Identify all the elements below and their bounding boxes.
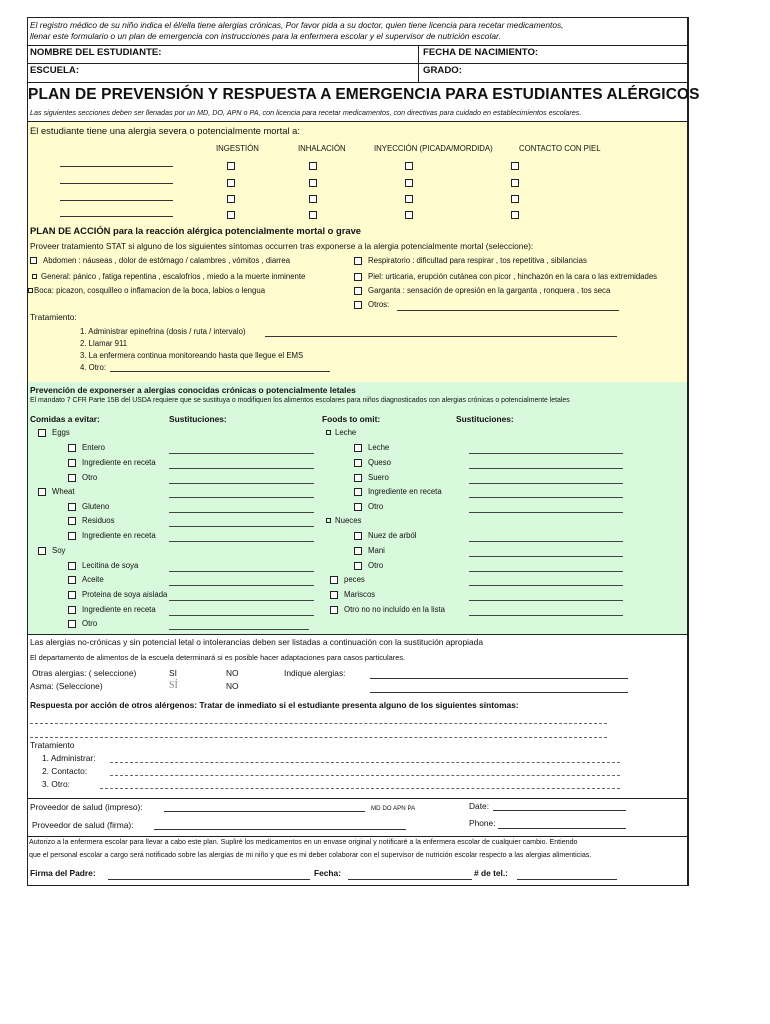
food-nuts[interactable]: Nueces <box>326 516 361 525</box>
checkbox-skin-4[interactable] <box>511 211 519 219</box>
sub-line[interactable] <box>169 571 314 572</box>
food-cheese[interactable]: Queso <box>354 458 391 467</box>
col-ingestion: INGESTIÓN <box>216 144 259 153</box>
allergy-plan-form <box>27 17 700 886</box>
allergen-line-3[interactable] <box>60 200 173 201</box>
sub-line[interactable] <box>169 453 314 454</box>
response-treatment-label: Tratamiento <box>30 740 75 750</box>
treatment-step-2: 2. Llamar 911 <box>80 339 128 348</box>
parent-phone-field[interactable] <box>517 879 617 880</box>
food-egg-ingredient[interactable]: Ingrediente en receta <box>68 458 156 467</box>
response-step-1: 1. Administrar: <box>42 753 96 763</box>
symptom-abdomen[interactable]: Abdomen : náuseas , dolor de estómago / calambres , vómitos , diarrea <box>30 256 322 265</box>
other-response-field[interactable] <box>100 788 620 789</box>
food-soy-lecithin[interactable]: Lecitina de soya <box>68 561 138 570</box>
other-allergies-si[interactable]: SI <box>169 668 177 678</box>
sub-line[interactable] <box>469 556 623 557</box>
food-wheat[interactable]: Wheat <box>38 487 75 496</box>
food-milk-ingredient[interactable]: Ingrediente en receta <box>354 487 442 496</box>
food-soy[interactable]: Soy <box>38 546 65 555</box>
sub-line[interactable] <box>169 585 314 586</box>
checkbox-inhalation-2[interactable] <box>309 179 317 187</box>
food-soy-other[interactable]: Otro <box>68 619 97 628</box>
response-heading: Respuesta por acción de otros alérgenos: Tratar de inmediato si el estudiante presenta alguno de los siguientes síntomas: <box>30 700 519 710</box>
epinephrine-field[interactable] <box>265 336 617 337</box>
sub-line[interactable] <box>169 483 314 484</box>
substitutions-header-1: Sustituciones: <box>169 414 227 424</box>
non-chronic-line-2: El departamento de alimentos de la escuela determinará si es posible hacer adaptaciones para casos particulares. <box>30 653 406 662</box>
food-shellfish[interactable]: Mariscos <box>330 590 375 599</box>
foods-avoid-header: Comidas a evitar: <box>30 414 100 424</box>
response-step-3: 3. Otro: <box>42 779 70 789</box>
sub-line[interactable] <box>469 585 623 586</box>
sub-line[interactable] <box>169 541 314 542</box>
checkbox-inhalation-4[interactable] <box>309 211 317 219</box>
action-plan-instruction: Proveer tratamiento STAT si alguno de los siguientes síntomas occurren tras exponerse a la alergia potencialmente mortal (seleccione): <box>30 241 534 251</box>
symptoms-line-2[interactable] <box>30 737 607 738</box>
sub-line[interactable] <box>469 541 623 542</box>
provider-phone-field[interactable] <box>498 828 626 829</box>
symptom-mouth[interactable]: Boca: picazon, cosquilleo o inflamacion de la boca, labios o lengua <box>28 286 322 295</box>
col-injection: INYECCIÓN (PICADA/MORDIDA) <box>374 144 493 153</box>
sub-line[interactable] <box>469 483 623 484</box>
col-inhalation: INHALACIÓN <box>298 144 346 153</box>
asthma-label: Asma: (Seleccione) <box>30 681 103 691</box>
provider-date-label: Date: <box>469 801 490 811</box>
checkbox-ingestion-3[interactable] <box>227 195 235 203</box>
sub-line[interactable] <box>469 453 623 454</box>
administer-field[interactable] <box>110 762 620 763</box>
food-soy-oil[interactable]: Aceite <box>68 575 104 584</box>
sub-line[interactable] <box>169 615 314 616</box>
sub-line[interactable] <box>169 468 314 469</box>
food-residues[interactable]: Residuos <box>68 516 115 525</box>
food-nut-other[interactable]: Otro <box>354 561 383 570</box>
sub-line[interactable] <box>469 571 623 572</box>
action-plan-heading: PLAN DE ACCIÓN para la reacción alérgica potencialmente mortal o grave <box>30 225 362 236</box>
school-label: ESCUELA: <box>30 65 80 76</box>
provider-date-field[interactable] <box>493 810 626 811</box>
prevention-heading: Prevención de exponerser a alergias conocidas crónicas o potencialmente letales <box>30 385 356 395</box>
checkbox-skin-2[interactable] <box>511 179 519 187</box>
parent-phone-label: # de tel.: <box>474 868 508 878</box>
checkbox-ingestion-2[interactable] <box>227 179 235 187</box>
substitutions-header-2: Sustituciones: <box>456 414 514 424</box>
sub-line[interactable] <box>169 512 314 513</box>
sub-line[interactable] <box>469 615 623 616</box>
symptoms-line-1[interactable] <box>30 723 607 724</box>
treatment-step-3: 3. La enfermera continua monitoreando hasta que llegue el EMS <box>80 351 304 360</box>
col-skin-contact: CONTACTO CON PIEL <box>519 144 601 153</box>
other-allergies-no[interactable]: NO <box>226 668 239 678</box>
page-subtitle: Las siguientes secciones deben ser llenadas por un MD, DO, APN o PA, con licencia para recetar medicamentos, con directivas para cuidado en establecimientos escolares. <box>30 108 582 117</box>
food-egg-other[interactable]: Otro <box>68 473 97 482</box>
provider-signature-label: Proveedor de salud (firma): <box>32 820 134 830</box>
food-soy-ingredient[interactable]: Ingrediente en receta <box>68 605 156 614</box>
checkbox-inhalation-1[interactable] <box>309 162 317 170</box>
food-gluten[interactable]: Gluteno <box>68 502 109 511</box>
checkbox-ingestion-4[interactable] <box>227 211 235 219</box>
symptom-other[interactable]: Otros: <box>354 300 389 309</box>
sub-line[interactable] <box>169 497 314 498</box>
parent-date-field[interactable] <box>348 879 472 880</box>
checkbox-skin-3[interactable] <box>511 195 519 203</box>
food-milk-whole[interactable]: Leche <box>354 443 389 452</box>
page-title: PLAN DE PREVENSIÓN Y RESPUESTA A EMERGENCIA PARA ESTUDIANTES ALÉRGICOS <box>28 86 700 103</box>
non-chronic-line-1: Las alergias no-crónicas y sin potencial letal o intolerancias deben ser listadas a continuación con la sustitución apropiada <box>30 637 483 647</box>
checkbox-injection-1[interactable] <box>405 162 413 170</box>
food-whey[interactable]: Suero <box>354 473 389 482</box>
intro-line-2: llenar este formulario o un plan de emergencia con instrucciones para la enfermera escolar y el supervisor de nutrición escolar. <box>30 31 501 41</box>
checkbox-ingestion-1[interactable] <box>227 162 235 170</box>
symptom-skin[interactable]: Piel: urticaria, erupción cutánea con picor , hinchazón en la cara o las extremidades <box>354 272 657 281</box>
food-eggs[interactable]: Eggs <box>38 428 70 437</box>
authorization-line-2: que el personal escolar a cargo será notificado sobre las alergias de mi niño y que es mi deber colaborar con el supervisor de nutrición escolar respecto a las alergias alimenticias. <box>29 851 592 859</box>
other-allergies-label: Otras alergias: ( seleccione) <box>32 668 137 678</box>
checkbox-inhalation-3[interactable] <box>309 195 317 203</box>
symptom-throat[interactable]: Garganta : sensación de opresión en la garganta , ronquera , tos seca <box>354 286 610 295</box>
treatment-step-4: 4. Otro: <box>80 363 106 372</box>
dob-label: FECHA DE NACIMIENTO: <box>423 47 539 58</box>
parent-signature-label: Firma del Padre: <box>30 868 96 878</box>
treatment-step-1: 1. Administrar epinefrina (dosis / ruta / intervalo) <box>80 327 246 336</box>
checkbox-injection-3[interactable] <box>405 195 413 203</box>
symptom-general[interactable]: General: pánico , fatiga repentina , escalofríos , miedo a la muerte inminente <box>32 272 322 281</box>
food-fish[interactable]: peces <box>330 575 365 584</box>
symptom-respiratory[interactable]: Respiratorio : dificultad para respirar , tos repetitiva , sibilancias <box>354 256 587 265</box>
intro-line-1: El registro médico de su niño indica el él/ella tiene alergias crónicas, Por favor pida a su doctor, quien tiene licencia para recetar medicamentos, <box>30 20 564 30</box>
asthma-field[interactable] <box>370 692 628 693</box>
allergen-line-2[interactable] <box>60 183 173 184</box>
food-soy-protein[interactable]: Proteina de soya aislada <box>68 590 168 599</box>
provider-signature-field[interactable] <box>154 829 406 830</box>
checkbox-injection-2[interactable] <box>405 179 413 187</box>
treatment-other-field[interactable] <box>110 371 330 372</box>
allergen-line-4[interactable] <box>60 216 173 217</box>
food-other-unlisted[interactable]: Otro no no incluído en la lista <box>330 605 445 614</box>
parent-date-label: Fecha: <box>314 868 341 878</box>
provider-phone-label: Phone: <box>469 818 496 828</box>
sub-line[interactable] <box>469 600 623 601</box>
authorization-line-1: Autorizo a la enfermera escolar para llevar a cabo este plan. Supliré los medicamentos en un envase original y notificaré a la enfermera escolar de cualquier cambio. Entiendo <box>29 838 578 846</box>
sub-line[interactable] <box>169 600 314 601</box>
provider-credentials[interactable]: MD DO APN PA <box>371 805 416 812</box>
food-egg-whole[interactable]: Entero <box>68 443 105 452</box>
allergy-prompt: El estudiante tiene una alergia severa o potencialmente mortal a: <box>30 125 300 136</box>
sub-line[interactable] <box>469 497 623 498</box>
sub-line[interactable] <box>169 526 314 527</box>
response-step-2: 2. Contacto: <box>42 766 88 776</box>
food-tree-nut[interactable]: Nuez de arból <box>354 531 417 540</box>
treatment-label: Tratamiento: <box>30 312 77 322</box>
food-wheat-ingredient[interactable]: Ingrediente en receta <box>68 531 156 540</box>
asthma-si[interactable]: SÍ <box>169 680 178 691</box>
usda-mandate: El mandato 7 CFR Parte 15B del USDA requiere que se sustituya o modifiquen los alimentos escolares para niños diagnosticados con alergias crónicas o potencialmente letales <box>30 397 570 404</box>
sub-line[interactable] <box>469 468 623 469</box>
foods-omit-header: Foods to omit: <box>322 414 381 424</box>
checkbox-injection-4[interactable] <box>405 211 413 219</box>
provider-printed-label: Proveedor de salud (impreso): <box>30 802 143 812</box>
provider-printed-field[interactable] <box>164 811 365 812</box>
student-name-label: NOMBRE DEL ESTUDIANTE: <box>30 47 162 58</box>
food-milk-other[interactable]: Otro <box>354 502 383 511</box>
sub-line[interactable] <box>469 512 623 513</box>
grade-label: GRADO: <box>423 65 462 76</box>
sub-line[interactable] <box>169 629 309 630</box>
food-peanut[interactable]: Mani <box>354 546 385 555</box>
asthma-no[interactable]: NO <box>226 681 239 691</box>
food-milk[interactable]: Leche <box>326 428 356 437</box>
parent-signature-field[interactable] <box>108 879 310 880</box>
contact-field[interactable] <box>110 775 620 776</box>
indicate-allergies-field[interactable] <box>370 678 628 679</box>
checkbox-skin-1[interactable] <box>511 162 519 170</box>
allergen-line-1[interactable] <box>60 166 173 167</box>
indicate-allergies-label: Indique alergias: <box>284 668 346 678</box>
